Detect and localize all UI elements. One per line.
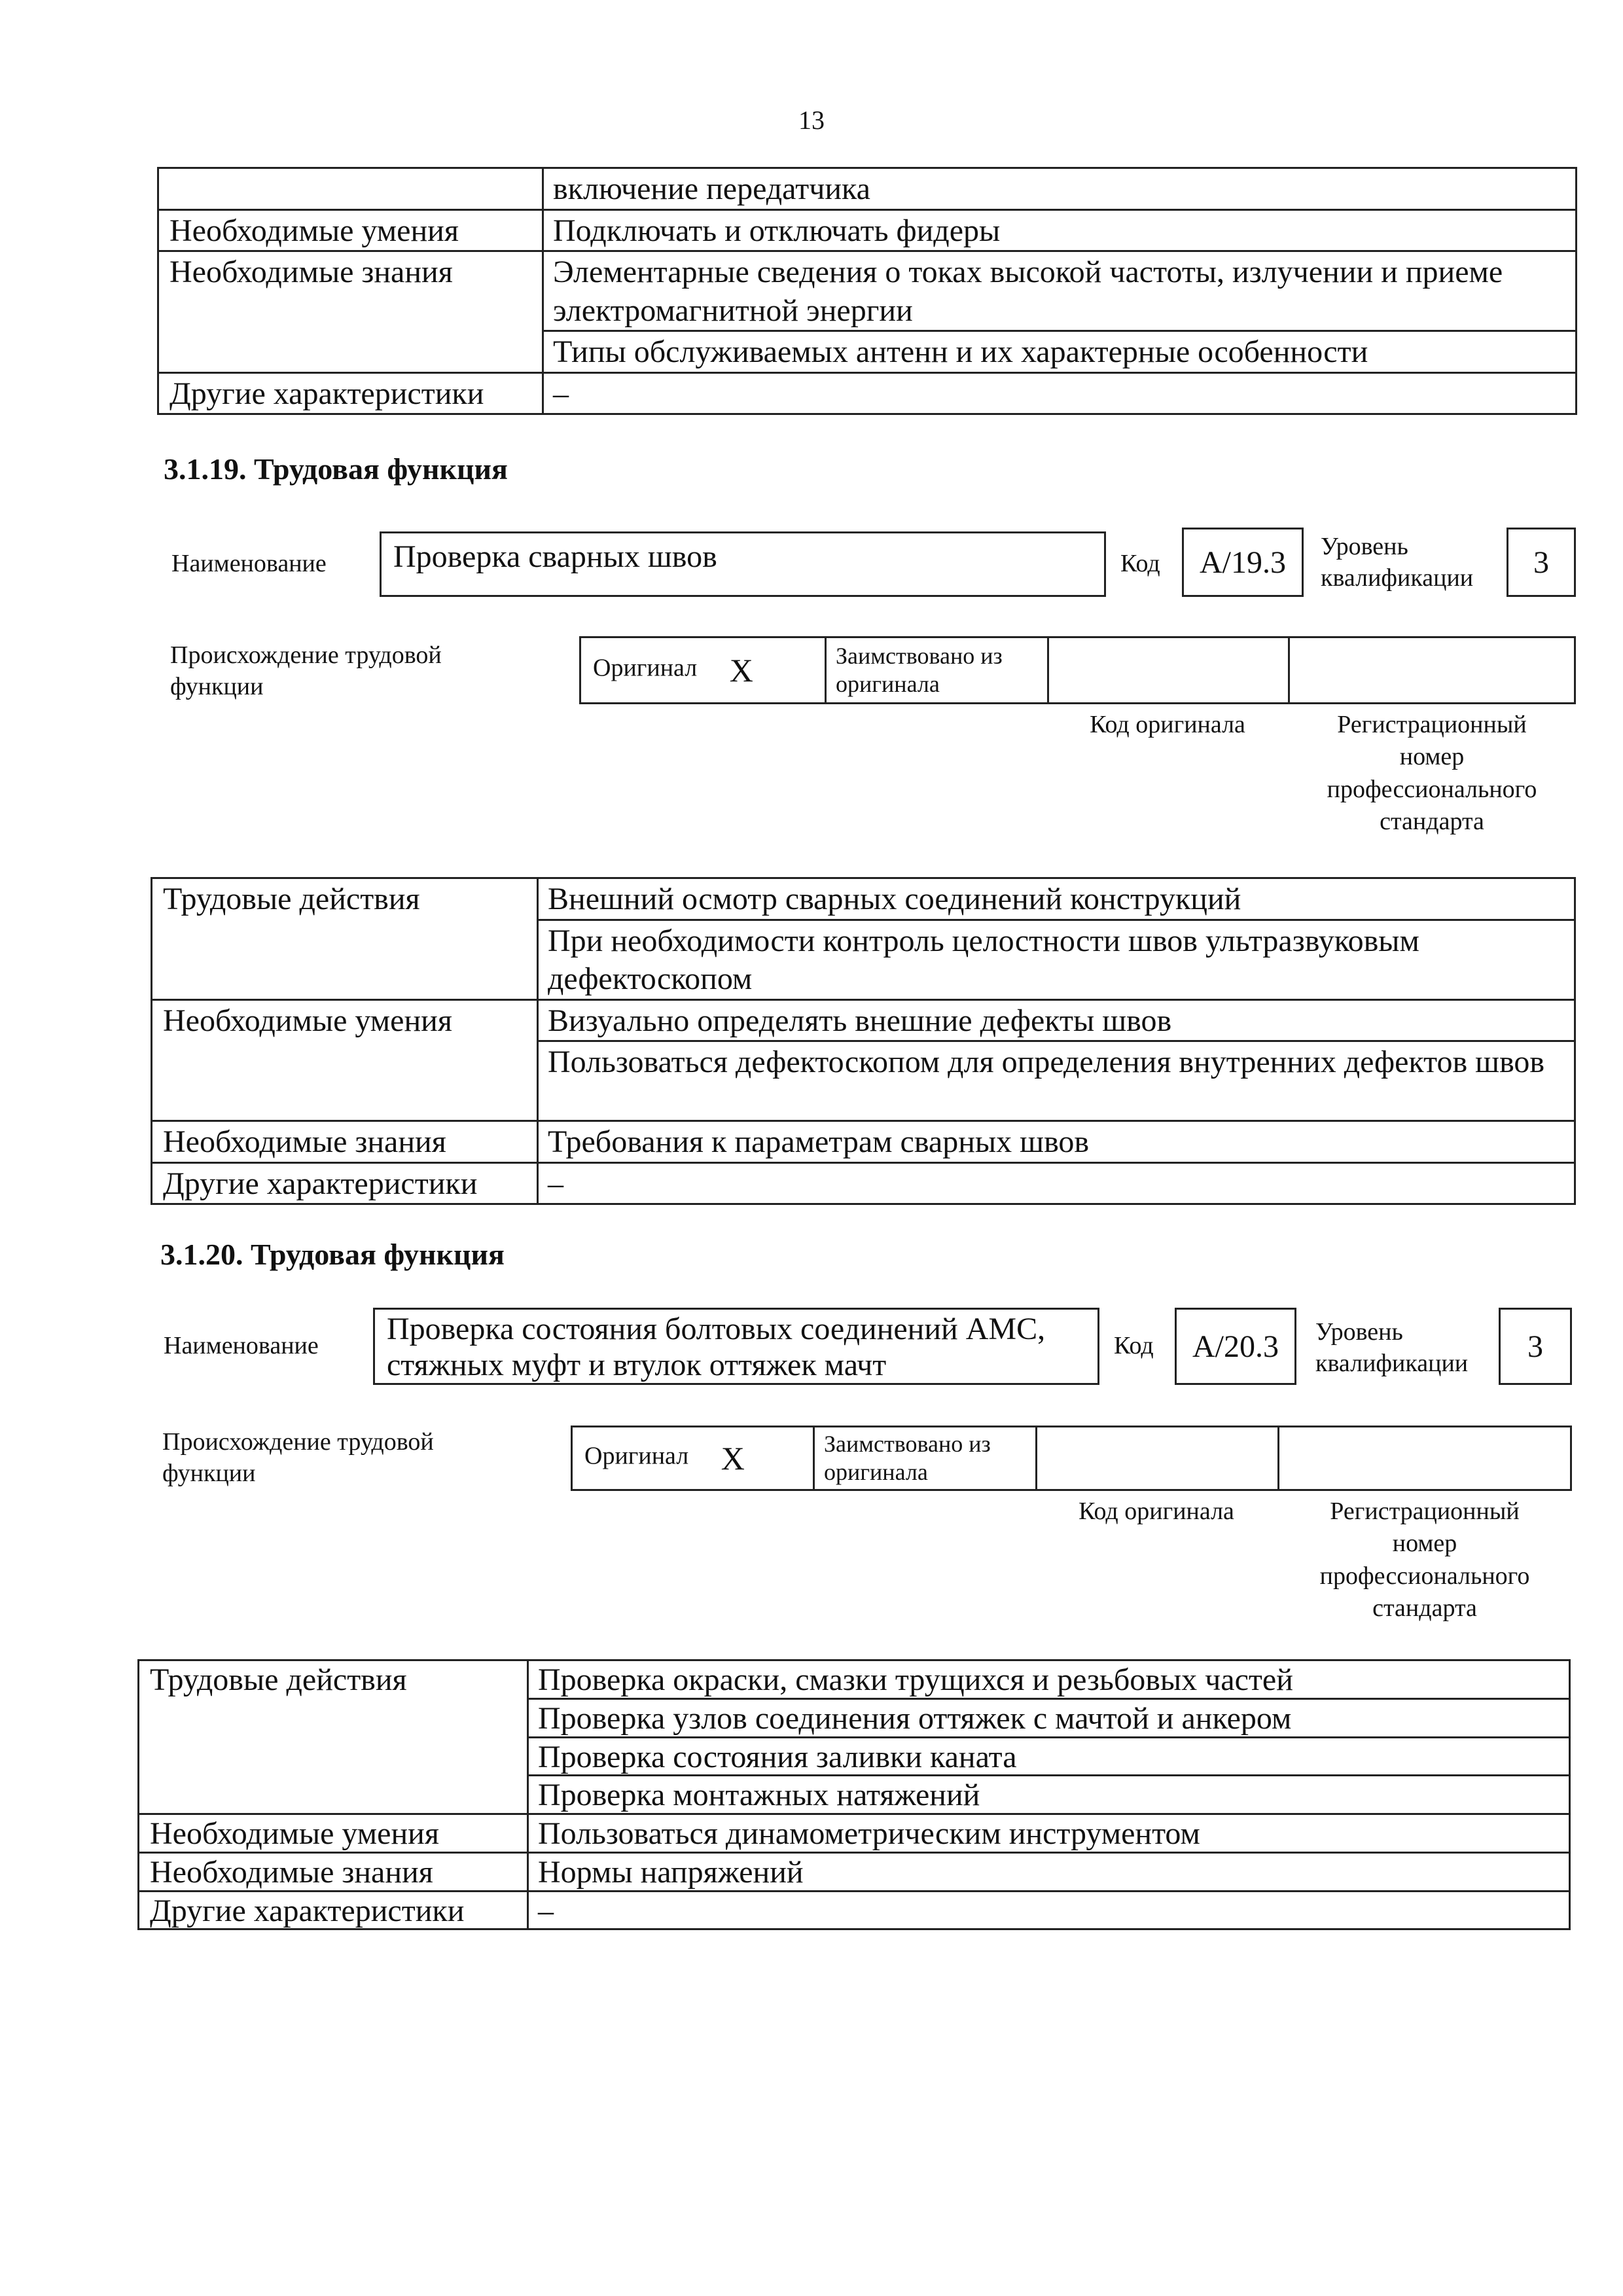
row-item: Подключать и отключать фидеры — [543, 209, 1577, 251]
row-item: Проверка окраски, смазки трущихся и резьбовых частей — [528, 1660, 1570, 1699]
row-label: Необходимые умения — [152, 999, 538, 1121]
function-name-box — [380, 531, 1106, 597]
caption-line: профессионального — [1319, 1562, 1530, 1590]
registration-number-cell — [1279, 1427, 1571, 1490]
row-item: Требования к параметрам сварных швов — [538, 1121, 1575, 1163]
qualification-level-box — [1507, 528, 1576, 597]
row-label: Другие характеристики — [158, 372, 543, 414]
row-item: Проверка состояния заливки каната — [528, 1737, 1570, 1776]
borrowed-cell — [814, 1427, 1037, 1490]
table-row — [158, 209, 1577, 251]
borrowed-label-line: оригинала — [824, 1459, 928, 1485]
row-item: Пользоваться динамометрическим инструментом — [528, 1814, 1570, 1853]
qualification-level-box — [1499, 1308, 1572, 1385]
row-label: Необходимые знания — [158, 251, 543, 373]
registration-number-caption — [1288, 709, 1576, 838]
level-label-line: квалификации — [1321, 564, 1474, 592]
original-mark: X — [721, 1440, 745, 1477]
origin-label — [162, 1427, 434, 1489]
borrowed-label-line: Заимствовано из — [824, 1430, 991, 1457]
table-row — [158, 251, 1577, 331]
table-row — [139, 1891, 1570, 1929]
row-label: Необходимые знания — [152, 1121, 538, 1163]
borrowed-cell — [826, 637, 1048, 704]
name-label: Наименование — [171, 550, 327, 577]
function-name: Проверка сварных швов — [393, 539, 717, 574]
function-name-box — [373, 1308, 1099, 1385]
row-item: Проверка узлов соединения оттяжек с мачтой и анкером — [528, 1698, 1570, 1737]
row-item: Нормы напряжений — [528, 1852, 1570, 1891]
section-heading: 3.1.19. Трудовая функция — [164, 452, 508, 486]
original-code-caption: Код оригинала — [1090, 711, 1245, 738]
borrowed-label-line: Заимствовано из — [836, 642, 1003, 669]
table-row — [139, 1660, 1570, 1699]
function-code: A/19.3 — [1200, 545, 1286, 580]
row-label — [158, 168, 543, 210]
row-item: – — [538, 1162, 1575, 1204]
original-cell — [572, 1427, 814, 1490]
row-label: Трудовые действия — [152, 878, 538, 1000]
original-label: Оригинал — [584, 1442, 689, 1470]
borrowed-label-line: оригинала — [836, 671, 940, 697]
level-label — [1321, 531, 1473, 594]
function-details-table — [137, 1659, 1571, 1930]
row-item: При необходимости контроль целостности швов ультразвуковым дефектоскопом — [538, 920, 1575, 999]
row-label: Трудовые действия — [139, 1660, 528, 1814]
row-item: – — [528, 1891, 1570, 1929]
original-label: Оригинал — [593, 654, 698, 682]
origin-label — [170, 640, 442, 702]
qualification-level: 3 — [1527, 1329, 1543, 1364]
table-row — [139, 1814, 1570, 1853]
origin-label-line: функции — [162, 1459, 256, 1487]
registration-number-caption — [1277, 1496, 1572, 1625]
code-label: Код — [1114, 1332, 1154, 1359]
origin-table — [579, 636, 1576, 704]
table-row — [152, 1162, 1575, 1204]
level-label-line: Уровень — [1321, 533, 1408, 560]
row-item: включение передатчика — [543, 168, 1577, 210]
name-label: Наименование — [164, 1332, 319, 1359]
original-code-cell — [1048, 637, 1289, 704]
function-details-table — [151, 877, 1576, 1205]
original-code-caption: Код оригинала — [1079, 1498, 1234, 1525]
row-item: – — [543, 372, 1577, 414]
caption-line: стандарта — [1380, 808, 1484, 836]
code-label: Код — [1120, 550, 1160, 577]
level-label — [1315, 1317, 1468, 1379]
caption-line: профессионального — [1327, 775, 1537, 803]
page-number: 13 — [798, 105, 825, 135]
row-item: Типы обслуживаемых антенн и их характерные особенности — [543, 331, 1577, 373]
section-heading: 3.1.20. Трудовая функция — [160, 1238, 505, 1271]
origin-label-line: функции — [170, 672, 264, 700]
row-label: Другие характеристики — [139, 1891, 528, 1929]
origin-label-line: Происхождение трудовой — [170, 641, 442, 669]
level-label-line: Уровень — [1315, 1318, 1403, 1346]
row-item: Элементарные сведения о токах высокой частоты, излучении и приеме электромагнитной энергии — [543, 251, 1577, 331]
function-code-box — [1182, 528, 1304, 597]
row-label: Другие характеристики — [152, 1162, 538, 1204]
table-row — [139, 1852, 1570, 1891]
original-mark: X — [729, 652, 753, 689]
table-row — [152, 999, 1575, 1041]
row-item: Пользоваться дефектоскопом для определения внутренних дефектов швов — [538, 1041, 1575, 1121]
row-item: Визуально определять внешние дефекты швов — [538, 999, 1575, 1041]
row-label: Необходимые знания — [139, 1852, 528, 1891]
table-row — [152, 878, 1575, 920]
origin-label-line: Происхождение трудовой — [162, 1428, 434, 1456]
table-row — [158, 372, 1577, 414]
original-code-cell — [1037, 1427, 1279, 1490]
registration-number-cell — [1289, 637, 1575, 704]
caption-line: номер — [1392, 1530, 1457, 1558]
row-item: Проверка монтажных натяжений — [528, 1776, 1570, 1814]
row-label: Необходимые умения — [139, 1814, 528, 1853]
table-row — [152, 1121, 1575, 1163]
table-row — [158, 168, 1577, 210]
caption-line: Регистрационный — [1330, 1498, 1520, 1525]
qualification-level: 3 — [1533, 545, 1549, 580]
function-code: A/20.3 — [1192, 1329, 1279, 1364]
function-name-line: стяжных муфт и втулок оттяжек мачт — [387, 1348, 887, 1383]
caption-line: Регистрационный — [1337, 711, 1527, 738]
function-code-box — [1175, 1308, 1296, 1385]
function-name-line: Проверка состояния болтовых соединений АМС, — [387, 1312, 1046, 1346]
row-item: Внешний осмотр сварных соединений конструкций — [538, 878, 1575, 920]
origin-table — [571, 1426, 1572, 1491]
row-label: Необходимые умения — [158, 209, 543, 251]
continuation-table — [157, 167, 1577, 415]
level-label-line: квалификации — [1315, 1349, 1469, 1377]
caption-line: стандарта — [1372, 1594, 1477, 1623]
original-cell — [580, 637, 826, 704]
caption-line: номер — [1399, 743, 1465, 771]
